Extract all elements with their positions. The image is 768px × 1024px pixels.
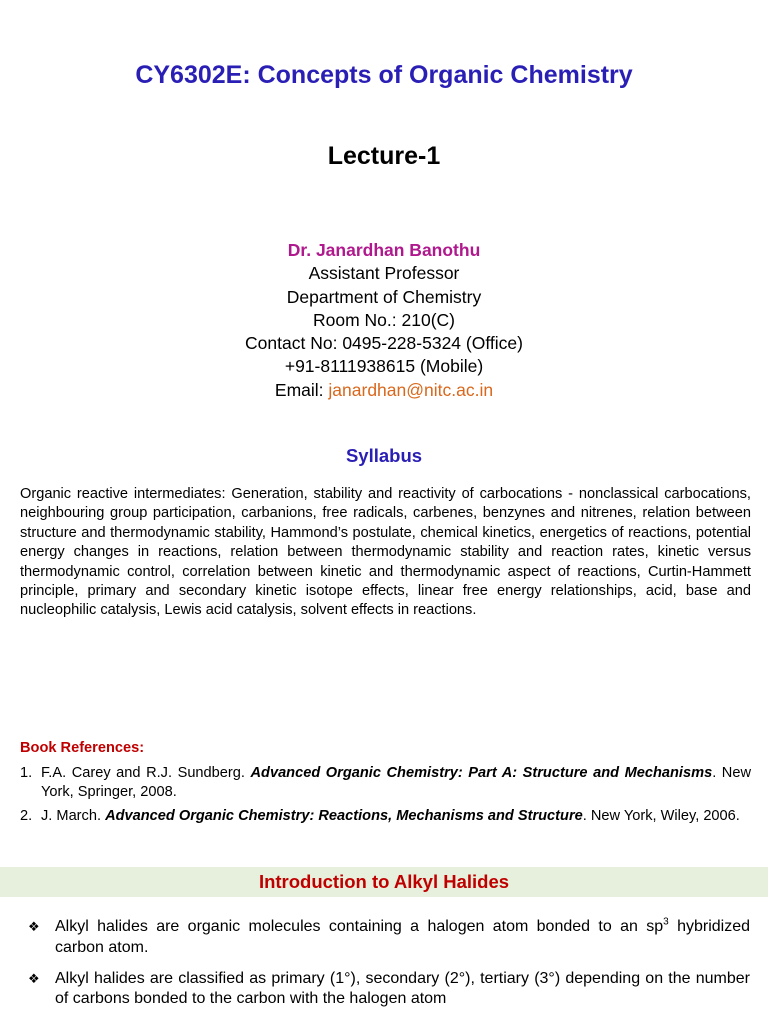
bullet-text: Alkyl halides are classified as primary (1°), secondary (2°), tertiary (3°) depending on the number of carbons bonded to the carbon with the halogen atom bbox=[55, 969, 750, 1008]
author-block bbox=[0, 239, 768, 402]
superscript: 3 bbox=[663, 916, 669, 928]
email-link[interactable]: janardhan@nitc.ac.in bbox=[328, 379, 494, 400]
reference-item bbox=[20, 764, 751, 803]
reference-title: Advanced Organic Chemistry: Part A: Structure and Mechanisms bbox=[250, 765, 713, 781]
email-label: Email: bbox=[274, 379, 329, 400]
reference-list bbox=[20, 764, 751, 830]
syllabus-text: Organic reactive intermediates: Generation, stability and reactivity of carbocations - nonclassical carbocations, neighbouring group participation, carbanions, free radicals, carbenes, benzynes and nitrenes, relation between structure and thermodynamic stability, Hammond’s postulate, chemical kinetics, energetics of reactions, potential energy changes in reactions, relation between thermodynamic stability and reaction rates, kinetic versus thermodynamic control, correlation between kinetic and thermodynamic aspect of reactions, Curtin-Hammett principle, primary and secondary kinetic isotope effects, linear free energy relationships, acid, base and nucleophilic catalysis, Lewis acid catalysis, solvent effects in reactions. bbox=[20, 486, 751, 619]
intro-heading: Introduction to Alkyl Halides bbox=[258, 871, 510, 892]
list-item bbox=[28, 917, 750, 959]
author-room: Room No.: 210(C) bbox=[313, 309, 455, 330]
bullet-text-end: hybridized carbon atom. bbox=[55, 918, 751, 956]
intro-bullet-list bbox=[28, 917, 750, 1020]
reference-title: Advanced Organic Chemistry: Reactions, Mechanisms and Structure bbox=[105, 807, 583, 824]
lecture-number: Lecture-1 bbox=[327, 142, 441, 170]
contact-mobile: +91-8111938615 (Mobile) bbox=[284, 356, 484, 377]
syllabus-heading: Syllabus bbox=[345, 445, 423, 466]
reference-item bbox=[20, 807, 751, 826]
reference-authors: F.A. Carey and R.J. Sundberg. bbox=[41, 765, 251, 781]
reference-publisher: . New York, Wiley, 2006. bbox=[582, 807, 740, 824]
course-title: CY6302E: Concepts of Organic Chemistry bbox=[135, 61, 633, 89]
author-name: Dr. Janardhan Banothu bbox=[287, 240, 481, 260]
reference-number: 1. bbox=[20, 765, 33, 781]
bullet-text: Alkyl halides are organic molecules containing a halogen atom bonded to an sp bbox=[55, 918, 664, 935]
reference-authors: J. March. bbox=[41, 807, 106, 824]
contact-office: Contact No: 0495-228-5324 (Office) bbox=[245, 333, 523, 354]
list-item bbox=[28, 969, 750, 1011]
intro-heading-bar bbox=[0, 867, 768, 897]
reference-publisher: . New York, Springer, 2008. bbox=[41, 765, 751, 801]
reference-number: 2. bbox=[20, 807, 33, 824]
author-position: Assistant Professor bbox=[308, 263, 460, 284]
email-line bbox=[0, 379, 768, 402]
author-department: Department of Chemistry bbox=[286, 286, 482, 307]
diamond-bullet-icon: ❖ bbox=[28, 919, 40, 934]
book-references-heading: Book References: bbox=[20, 740, 145, 756]
diamond-bullet-icon: ❖ bbox=[28, 970, 40, 986]
